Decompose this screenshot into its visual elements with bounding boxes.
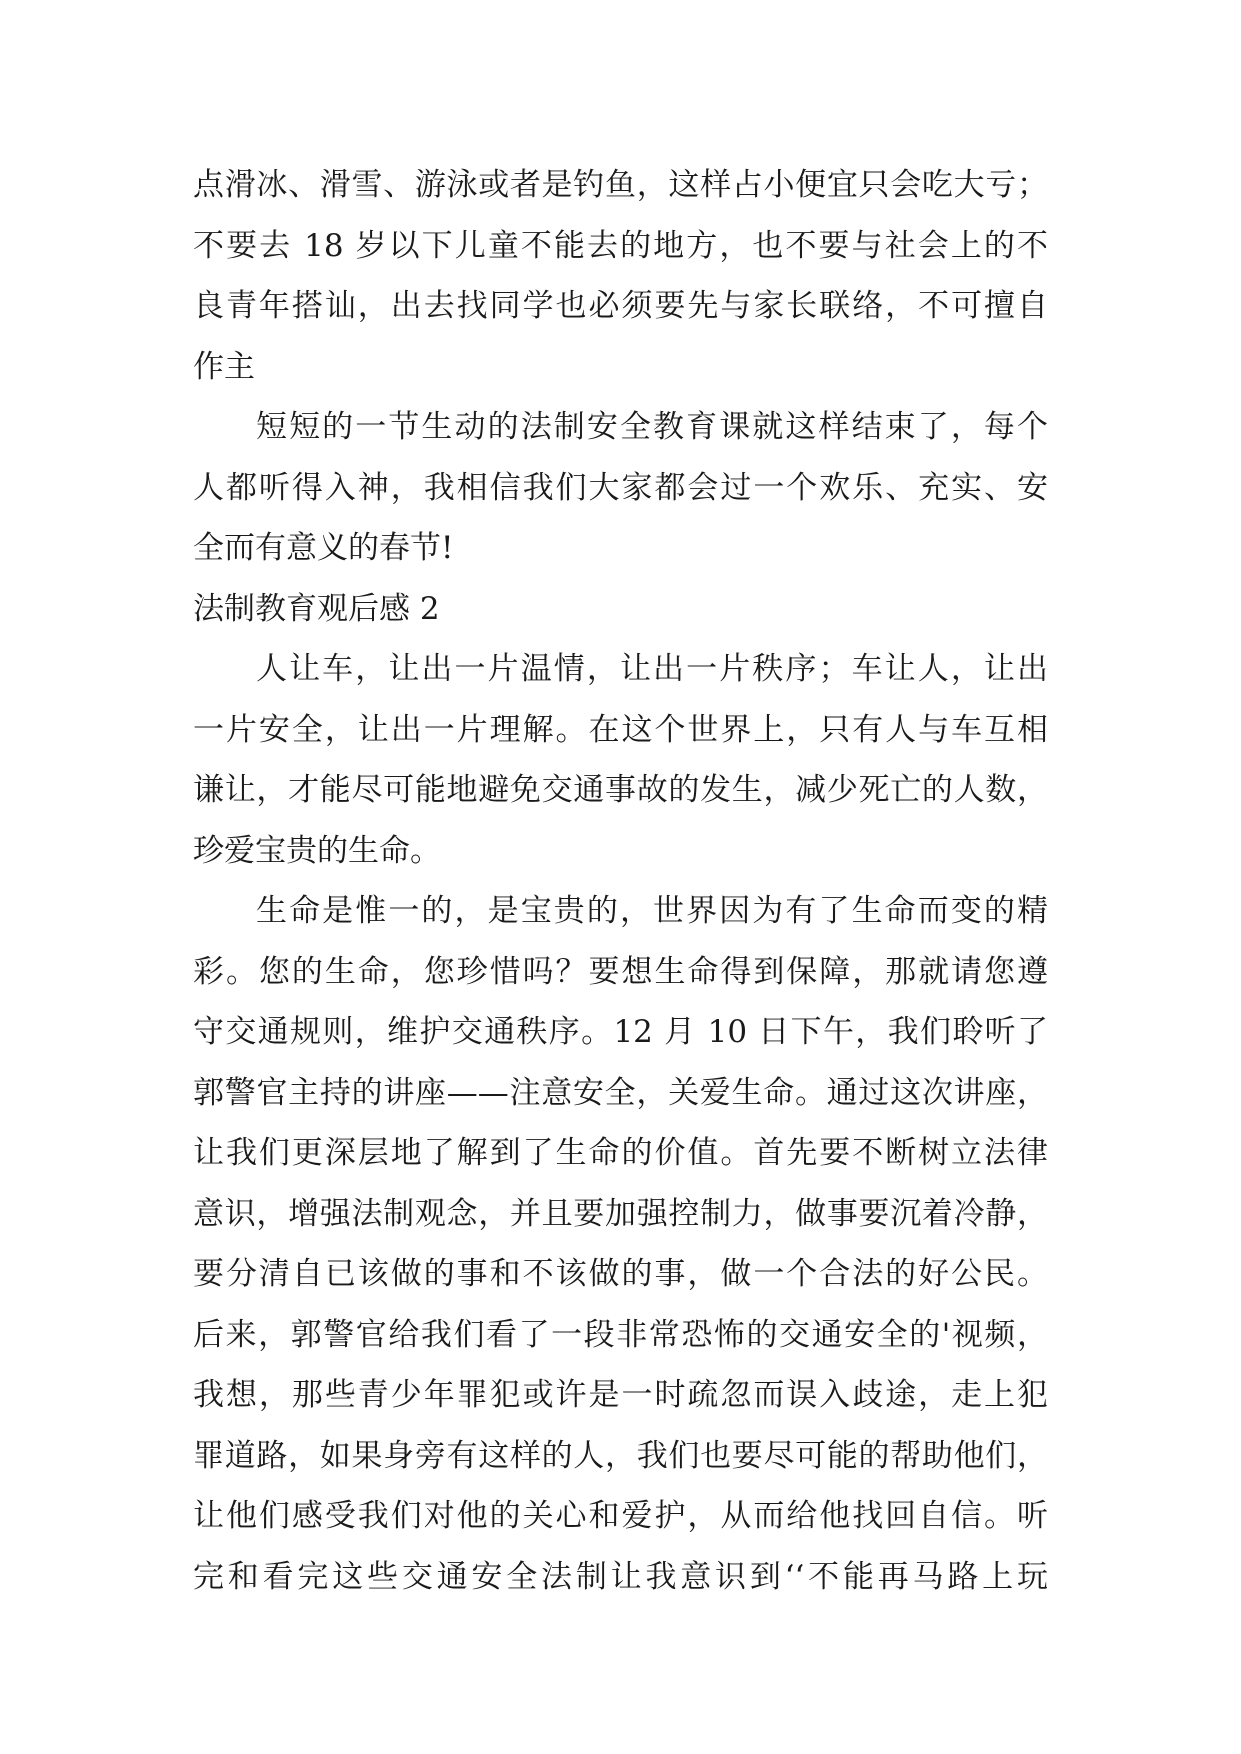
text-line: 我想，那些青少年罪犯或许是一时疏忽而误入歧途，走上犯: [193, 1377, 1048, 1413]
text-line: 让他们感受我们对他的关心和爱护，从而给他找回自信。听: [193, 1498, 1048, 1534]
paragraph-traffic: [193, 639, 1048, 881]
paragraph-continuation: [193, 155, 1048, 397]
text-line: 人让车，让出一片温情，让出一片秩序；车让人，让出: [256, 651, 1048, 687]
text-line: 要分清自已该做的事和不该做的事，做一个合法的好公民。: [193, 1256, 1048, 1292]
text-line: 罪道路，如果身旁有这样的人，我们也要尽可能的帮助他们，: [193, 1437, 1048, 1474]
text-line: 彩。您的生命，您珍惜吗？要想生命得到保障，那就请您遵: [193, 953, 1048, 990]
text-line: 人都听得入神，我相信我们大家都会过一个欢乐、充实、安: [193, 469, 1048, 506]
text-line: 点滑冰、滑雪、游泳或者是钓鱼，这样占小便宜只会吃大亏；: [193, 167, 1048, 203]
text-line: 珍爱宝贵的生命。: [193, 832, 441, 869]
text-line: 生命是惟一的，是宝贵的，世界因为有了生命而变的精: [256, 893, 1048, 929]
document-body: [193, 155, 1048, 1607]
text-line: 谦让，才能尽可能地避免交通事故的发生，减少死亡的人数，: [193, 772, 1048, 808]
section-title: 法制教育观后感 2: [193, 590, 440, 627]
text-line: 短短的一节生动的法制安全教育课就这样结束了，每个: [256, 409, 1048, 445]
paragraph-life: [193, 881, 1048, 1607]
text-line: 郭警官主持的讲座——注意安全，关爱生命。通过这次讲座，: [193, 1074, 1048, 1111]
text-line: 作主: [193, 348, 255, 385]
paragraph-summary: [193, 397, 1048, 579]
text-line: 守交通规则，维护交通秩序。12 月 10 日下午，我们聆听了: [193, 1014, 1048, 1050]
text-line: 全而有意义的春节!: [193, 530, 454, 566]
text-line: 一片安全，让出一片理解。在这个世界上，只有人与车互相: [193, 711, 1048, 748]
text-line: 后来，郭警官给我们看了一段非常恐怖的交通安全的'视频，: [193, 1316, 1048, 1353]
text-line: 不要去 18 岁以下儿童不能去的地方，也不要与社会上的不: [193, 227, 1048, 264]
text-line: 意识，增强法制观念，并且要加强控制力，做事要沉着冷静，: [193, 1195, 1048, 1232]
text-line: 良青年搭讪，出去找同学也必须要先与家长联络，不可擅自: [193, 288, 1048, 324]
text-line: 让我们更深层地了解到了生命的价值。首先要不断树立法律: [193, 1135, 1048, 1171]
text-line: 完和看完这些交通安全法制让我意识到‘‘不能再马路上玩: [193, 1558, 1048, 1595]
